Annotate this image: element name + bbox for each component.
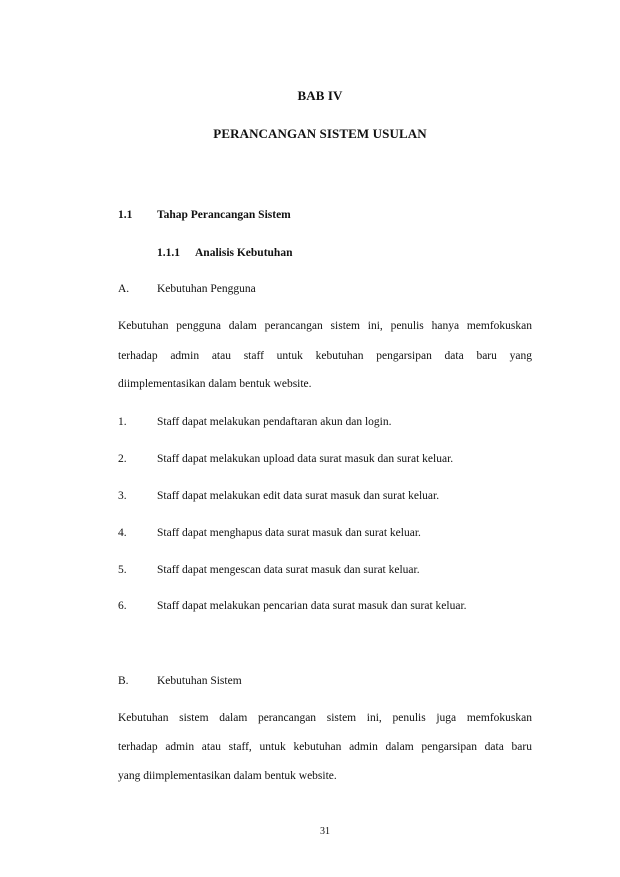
list-item-number: 4. [118,527,127,539]
section-number: 1.1 [118,209,133,221]
subsection-number: 1.1.1 [157,247,180,259]
chapter-label: BAB IV [297,88,343,103]
list-item-text: Staff dapat mengescan data surat masuk dan surat keluar. [157,564,420,576]
list-item-number: 1. [118,416,127,428]
part-b-letter: B. [118,675,129,687]
list-item-text: Staff dapat melakukan edit data surat masuk dan surat keluar. [157,490,440,502]
part-a-paragraph-line: diimplementasikan dalam bentuk website. [118,378,312,390]
list-item-text: Staff dapat melakukan pendaftaran akun dan login. [157,416,392,428]
part-a-letter: A. [118,283,130,295]
part-b-paragraph-line: terhadap admin atau staff, untuk kebutuhan admin dalam pengarsipan data baru [118,741,532,753]
part-a-title: Kebutuhan Pengguna [157,283,256,295]
part-b-paragraph-line: yang diimplementasikan dalam bentuk website. [118,770,337,782]
part-b-paragraph-line: Kebutuhan sistem dalam perancangan sistem ini, penulis juga memfokuskan [118,712,532,724]
list-item-number: 6. [118,600,127,612]
part-a-paragraph-line: Kebutuhan pengguna dalam perancangan sistem ini, penulis hanya memfokuskan [118,320,532,332]
list-item-text: Staff dapat melakukan pencarian data surat masuk dan surat keluar. [157,600,467,612]
page-number: 31 [320,826,330,837]
chapter-title: PERANCANGAN SISTEM USULAN [213,126,427,141]
part-a-paragraph-line: terhadap admin atau staff untuk kebutuhan pengarsipan data baru yang [118,350,532,362]
part-b-title: Kebutuhan Sistem [157,675,242,687]
section-title: Tahap Perancangan Sistem [157,209,291,221]
list-item-number: 5. [118,564,127,576]
subsection-title: Analisis Kebutuhan [195,247,293,259]
list-item-text: Staff dapat menghapus data surat masuk dan surat keluar. [157,527,421,539]
list-item-text: Staff dapat melakukan upload data surat masuk dan surat keluar. [157,453,454,465]
list-item-number: 3. [118,490,127,502]
list-item-number: 2. [118,453,127,465]
